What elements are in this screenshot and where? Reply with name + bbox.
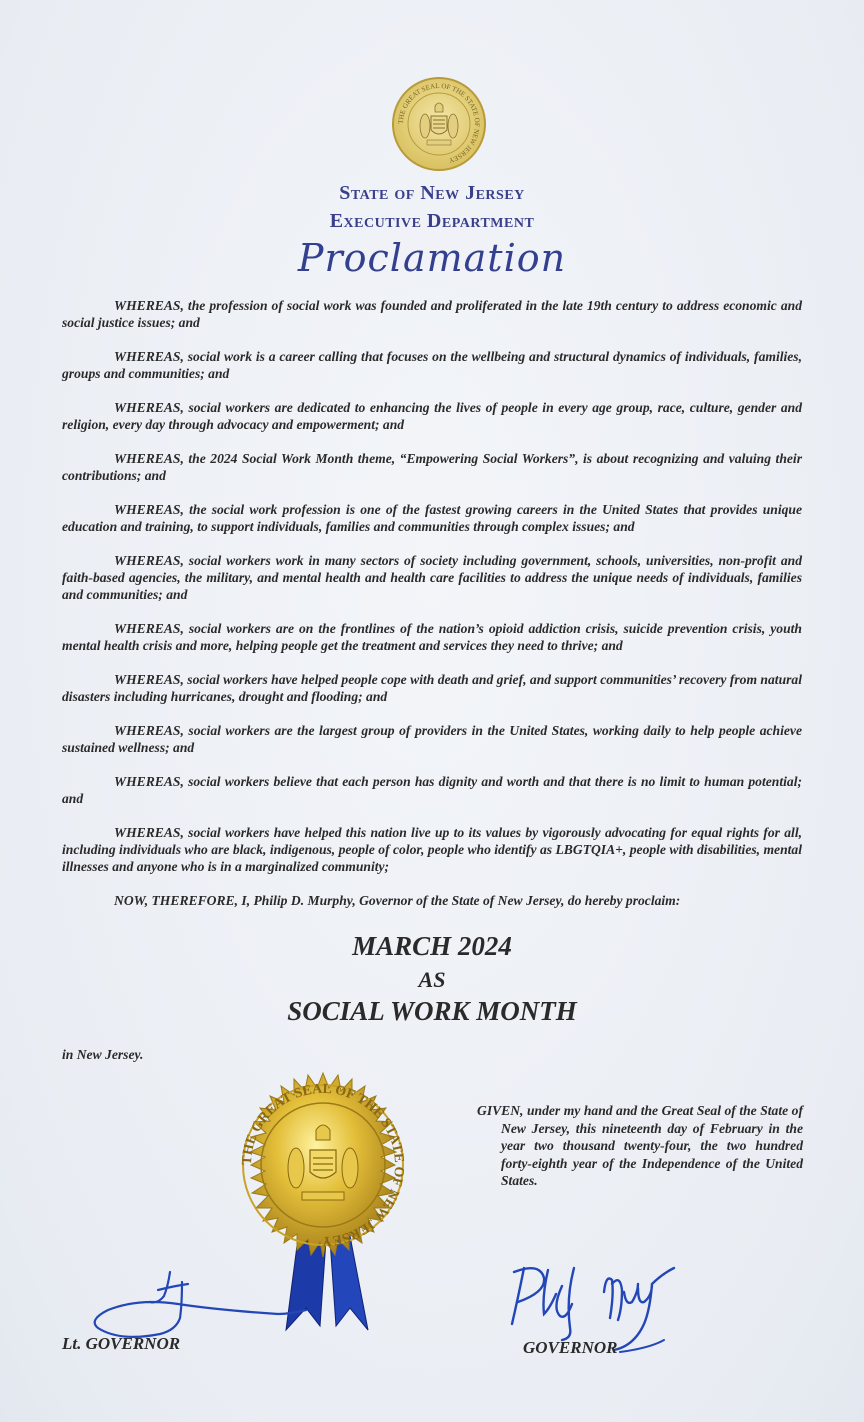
governor-label: GOVERNOR [523, 1338, 618, 1357]
declaration-month: MARCH 2024 [352, 931, 512, 961]
whereas-clause: WHEREAS, social workers have helped this nation live up to its values by vigorously advocating for equal rights for all, including individuals who are black, indigenous, people of color, people who identify as LBGTQIA+, people with disabilities, mental illnesses and anyone who is in a marginalized community; [62, 825, 802, 874]
header-department: Executive Department [329, 210, 535, 232]
whereas-clause: WHEREAS, social work is a career calling that focuses on the wellbeing and structural dynamics of individuals, families, groups and communities; and [62, 349, 802, 381]
whereas-clause: WHEREAS, social workers are dedicated to enhancing the lives of people in every age group, race, culture, gender and religion, every day through advocacy and empowerment; and [62, 400, 802, 432]
whereas-clause: WHEREAS, the social work profession is one of the fastest growing careers in the United States that provides unique education and training, to support individuals, families and communities through complex issues; and [62, 502, 802, 534]
in-new-jersey-text: in New Jersey. [62, 1047, 144, 1062]
lt-governor-label: Lt. GOVERNOR [62, 1334, 181, 1353]
whereas-clause: WHEREAS, social workers are the largest group of providers in the United States, working daily to help people achieve sustained wellness; and [62, 723, 802, 755]
seal-top-lettering: THE GREAT SEAL OF THE STATE OF NEW JERSEY [396, 81, 482, 165]
whereas-clause: WHEREAS, social workers believe that each person has dignity and worth and that there is no limit to human potential; and [62, 774, 802, 806]
whereas-clause: WHEREAS, social workers have helped people cope with death and grief, and support communities’ recovery from natural disasters including hurricanes, drought and flooding; and [62, 672, 802, 704]
whereas-clause: WHEREAS, social workers are on the frontlines of the nation’s opioid addiction crisis, suicide prevention crisis, youth mental health crisis and more, helping people get the treatment and services they need to thrive; and [62, 621, 802, 653]
gold-seal-lettering: THE GREAT SEAL OF THE STATE OF NEW JERSEY [239, 1081, 407, 1249]
declaration-title: SOCIAL WORK MONTH [287, 996, 577, 1026]
state-seal-top [391, 76, 487, 172]
whereas-clause: WHEREAS, the profession of social work was founded and proliferated in the late 19th century to address economic and social justice issues; and [62, 298, 802, 330]
now-therefore-clause: NOW, THEREFORE, I, Philip D. Murphy, Governor of the State of New Jersey, do hereby proclaim: [114, 893, 681, 908]
whereas-clause: WHEREAS, the 2024 Social Work Month theme, “Empowering Social Workers”, is about recognizing and valuing their contributions; and [62, 451, 802, 483]
proclamation-title: Proclamation [297, 236, 567, 280]
declaration-as: AS [418, 967, 446, 992]
given-clause: GIVEN, under my hand and the Great Seal of the State of New Jersey, this nineteenth day of February in the year two thousand twenty-four, the two hundred forty-eighth year of the Independence of the United States. [477, 1103, 803, 1188]
proclamation-body [62, 297, 802, 909]
header-state: State of New Jersey [339, 182, 525, 204]
whereas-clause: WHEREAS, social workers work in many sectors of society including government, schools, universities, non-profit and faith-based agencies, the military, and mental health and health care facilities to address the unique needs of individuals, families and communities; and [62, 553, 802, 602]
